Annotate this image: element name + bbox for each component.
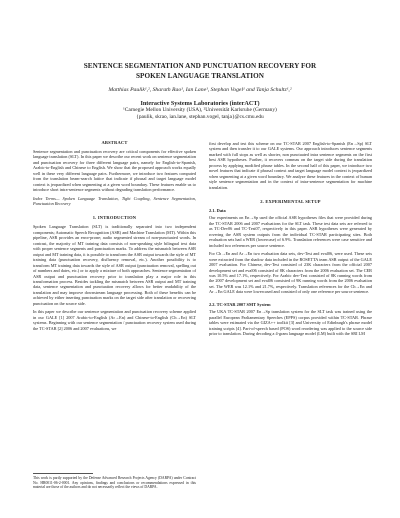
paper-title [30,62,370,81]
affiliation-block [30,100,370,121]
introduction-paragraph-2: In this paper we describe our sentence segmentation and punctuation recovery scheme applied in our GALE [1] 2007 Arabic-to-English (Ar→En) and Chinese-to-English (Ch→En) SLT systems. Beginning with our sentence segmentation / punctuation recovery system used during the TC-STAR [2] 2006 and 2007 evaluations, we [33,309,196,331]
right-column [209,141,372,340]
data-paragraph-2: For Ch→En and Ar→En two evaluation data sets, dev-Test and eval06, were used. These sets were extracted from the shadow data included in the ROSETTA team ASR output of the GALE 2007 evaluation. For Chinese, dev-Test consisted of 23K characters from the official 2007 development set and eval06 consisted of 8K characters from the 2006 evaluation set. The CER was 10.5% and 17.1%, respectively. For Arabic dev-Test consisted of 8K running words from the 2007 development set and eval06 consisted of 9K running words from the 2006 evaluation set. The WER was 12.1% and 21.7%, respectively. Translation references for the Ch→En and Ar→En GALE data were lowercased and consisted of only one reference per source sentence. [209,251,372,295]
smt-system-paragraph: The UKA TC-STAR 2007 En→Sp translation system for the SLT task was trained using the parallel European Parliamentary Speeches (EPPS) corpus provided within TC-STAR. Phrase tables were estimated via the GIZA++ toolkit [3] and University of Edinburgh's phrase model training scripts [4]. Part-of-speech based (POS) word reordering was applied to the source side prior to translation. During decoding a 4-gram language model (LM) built with the SRI LM [209,309,372,337]
intro-continuation: first develop and test this scheme on our TC-STAR 2007 English-to-Spanish (En→Sp) SLT system and then transfer it to our GALE systems. Our approach introduces sentence segments marked with full stops as well as shorter, non punctuated intra sentence segments on the first best ASR hypotheses. Further, it recovers commas on the target side during the translation process by applying modified phrase tables. In the second half of this paper, we introduce two novel features that indicate if phrasal context and target language model context is jeopardized when segmenting at a given word boundary. We analyze these features in the context of human style sentence segmentation and in the context of intra-sentence segmentation for machine translation. [209,141,372,190]
title-line-2: SPOKEN LANGUAGE TRANSLATION [135,71,265,80]
data-paragraph-1: Our experiments on En→Sp used the official ASR hypotheses files that were provided during the TC-STAR 2006 and 2007 evaluations for the SLT task. These test data sets are referred to as TC-Dev06 and TC-Test07, respectively in this paper. ASR hypotheses were generated by rovering the ASR system outputs from the individual TC-STAR participating sites. Both evaluation sets had a WER (lowercase) of 6.9%. Translation references were case sensitive and included two references per source sentence. [209,215,372,248]
abstract-heading: ABSTRACT [101,140,128,145]
index-terms: Index Terms— Spoken Language Translation, Tight Coupling, Sentence Segmentation, Punctuation Recovery [33,195,196,207]
introduction-heading: 1. INTRODUCTION [92,215,137,221]
left-column [33,140,196,334]
introduction-paragraph-1: Spoken Language Translation (SLT) is traditionally separated into two independent components; Automatic Speech Recognition (ASR) and Machine Translation (MT). Within this pipeline, ASR provides an error-prone; audio segmented stream of non-punctuated words. In contrast, the majority of MT training data consists of non-speaking style bilingual text data with proper sentence segments and punctuation marks. To address the mismatch between ASR output and MT training data, it is possible to transform the ASR output towards the style of MT training data (punctuation recovery, disfluency removal, etc.). Another possibility is to transform MT training data towards the style of ASR output (punctuation removal, spelling out of numbers and dates, etc.) or to apply a mixture of both approaches. Sentence segmentation of ASR output and punctuation recovery prior to translation play a major role in this transformation process. Besides tackling the mismatch between ASR output and MT training data, sentence segmentation and punctuation recovery allows for better readability of the translation and may improve downstream language processing. Both of these benefits can be achieved by either inserting punctuation marks on the target side after translation or recovering punctuation on the source side. [33,224,196,306]
data-subheading: 2.1. Data [209,208,226,214]
affiliations: ¹Carnegie Mellon University (USA), ²Universität Karlsruhe (Germany) [123,107,277,114]
footnote-rule [33,473,93,474]
smt-system-subheading: 2.2. TC-STAR 2007 SMT System [209,301,271,307]
abstract-text: Sentence segmentation and punctuation recovery are critical components for effective spoken language translation (SLT). In this paper we describe our recent work on sentence segmentation and punctuation recovery for three different language pairs, namely for English-to-Spanish, Arabic-to-English and Chinese to English. We show that the proposed approach works equally well in these very different language pairs. Furthermore, we introduce two features computed from the translation beam-search lattice that indicate if phrasal and target language model context is jeopardized when segmenting at a given word boundary. These features enable us to introduce short intra-sentence segments without degrading translation performance. [33,148,196,193]
lab-name: Interactive Systems Laboratories (interACT) [140,100,260,107]
title-line-1: SENTENCE SEGMENTATION AND PUNCTUATION RECOVERY FOR [83,62,317,70]
funding-footnote: This work is partly supported by the Defense Advanced Research Projects Agency (DARPA) under Contract No. HR0011-06-2-0001. Any opinions, findings and conclusions or recommendations expressed in this material are those of the authors and do not necessarily reflect the views of DARPA. [33,476,196,490]
author-list: Matthias Paulik¹,², Sharath Rao¹, Ian Lane¹, Stephan Vogel¹ and Tanja Schultz¹,² [108,87,292,93]
author-emails: {paulik, skrao, ian.lane, stephan.vogel, tanja}@cs.cmu.edu [136,114,264,120]
experimental-setup-heading: 2. EXPERIMENTAL SETUP [260,199,321,205]
